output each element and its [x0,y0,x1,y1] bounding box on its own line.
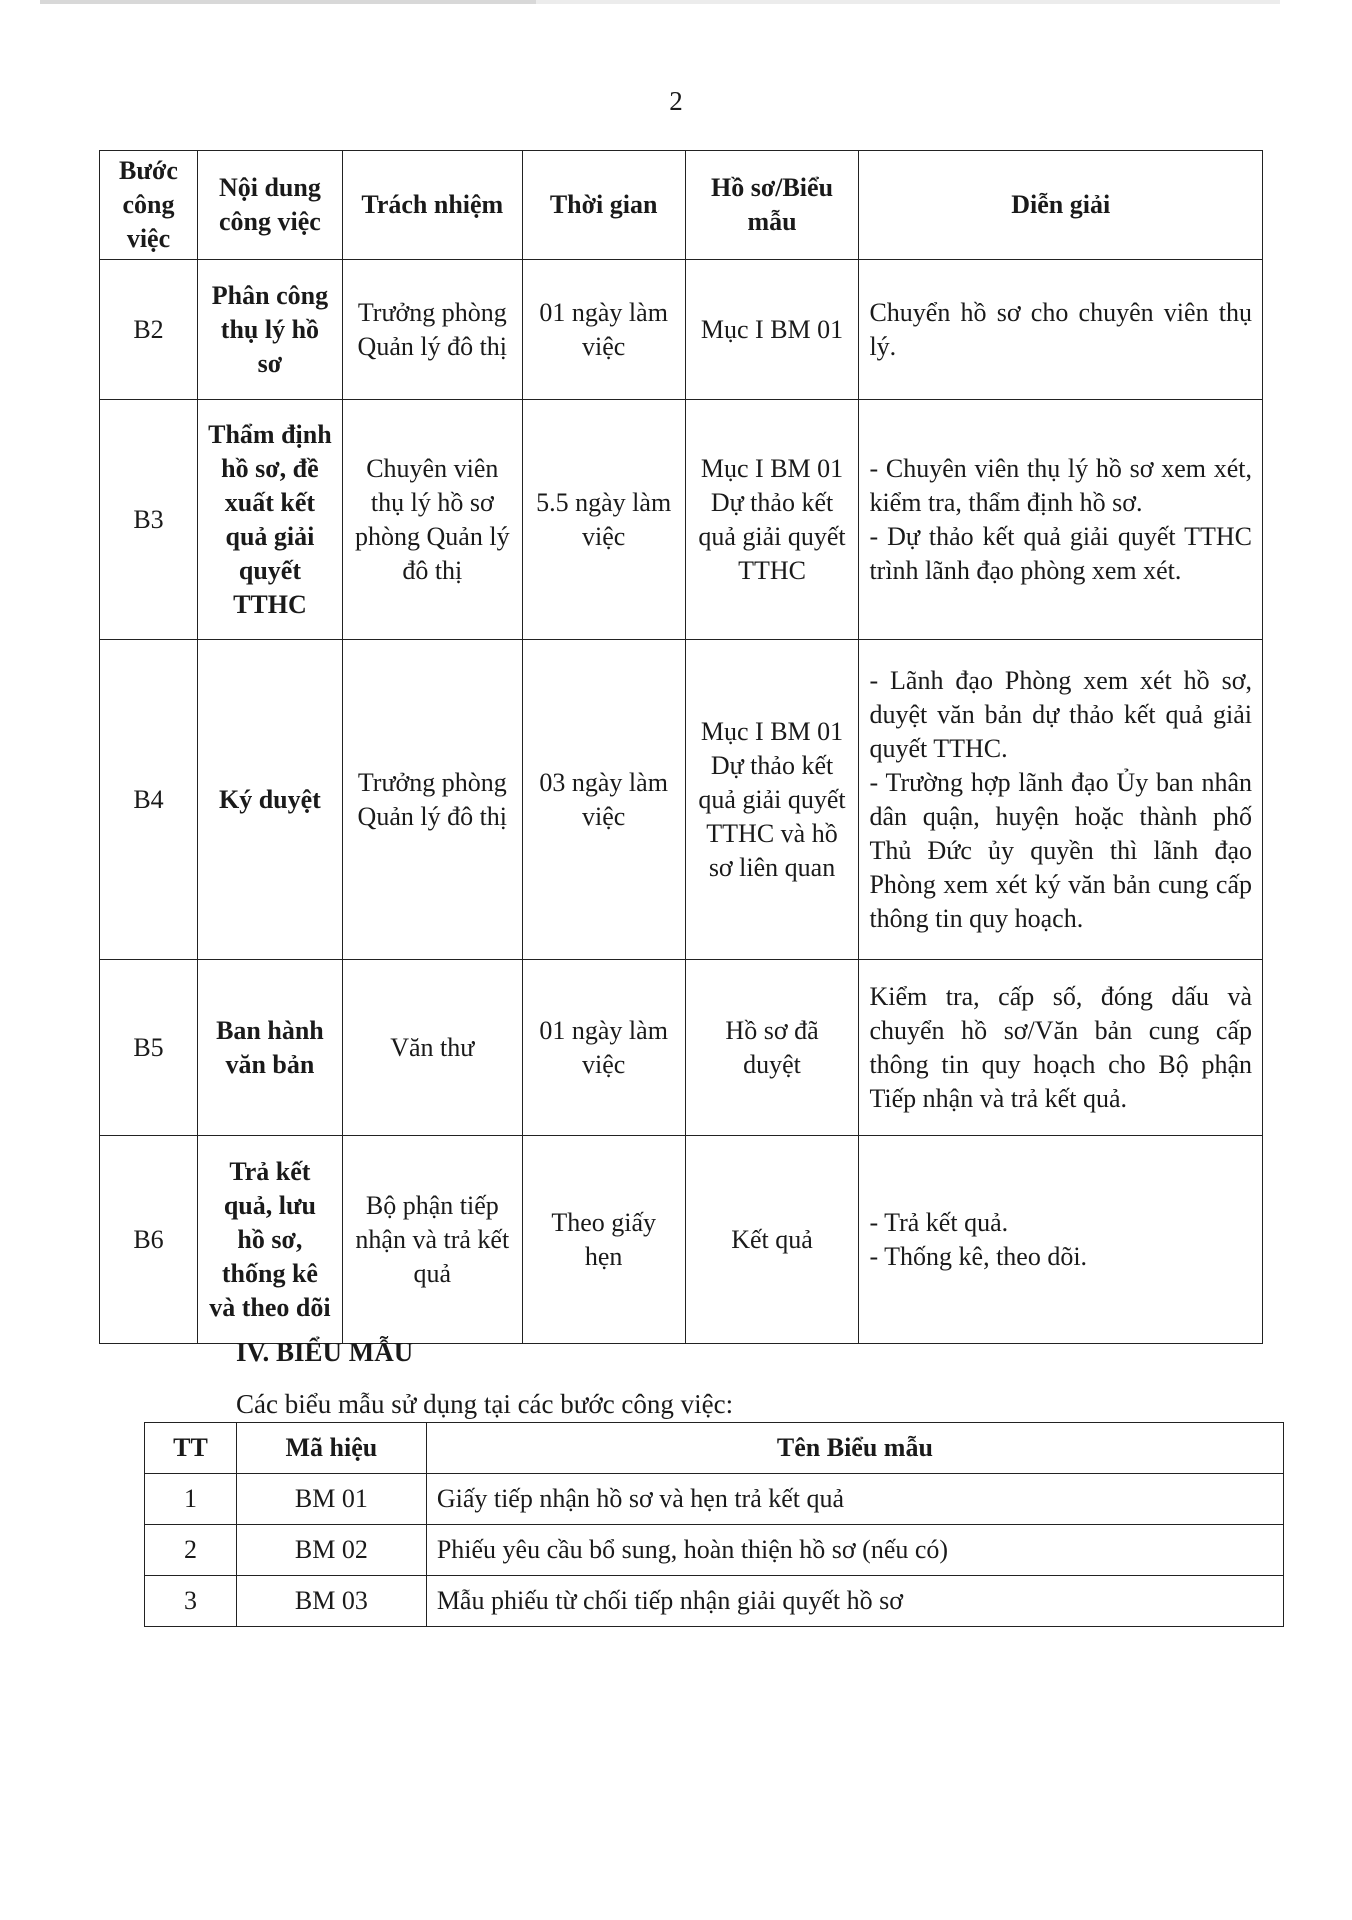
header-time: Thời gian [522,151,685,260]
time-cell: Theo giấy hẹn [522,1136,685,1344]
form-name-cell: Giấy tiếp nhận hồ sơ và hẹn trả kết quả [426,1474,1283,1525]
header-code: Mã hiệu [236,1423,426,1474]
table-row [100,1136,1263,1344]
responsibility-cell: Trưởng phòng Quản lý đô thị [342,640,522,960]
process-header-row [100,151,1263,260]
page-number: 2 [669,86,683,116]
forms-cell: Mục I BM 01 Dự thảo kết quả giải quyết TTHC và hồ sơ liên quan [685,640,859,960]
explanation-cell [859,640,1263,960]
code-cell: BM 03 [236,1576,426,1627]
table-row [145,1474,1284,1525]
explanation-cell [859,260,1263,400]
content-cell: Ký duyệt [197,640,342,960]
step-cell: B4 [100,640,198,960]
step-cell: B5 [100,960,198,1136]
responsibility-cell: Trưởng phòng Quản lý đô thị [342,260,522,400]
responsibility-cell: Bộ phận tiếp nhận và trả kết quả [342,1136,522,1344]
forms-table [144,1422,1284,1627]
explanation-line: - Chuyên viên thụ lý hồ sơ xem xét, kiểm tra, thẩm định hồ sơ. [869,453,1252,517]
form-name-cell: Mẫu phiếu từ chối tiếp nhận giải quyết hồ sơ [426,1576,1283,1627]
explanation-line: - Lãnh đạo Phòng xem xét hồ sơ, duyệt văn bản dự thảo kết quả giải quyết TTHC. [869,665,1252,763]
explanation-line: - Trường hợp lãnh đạo Ủy ban nhân dân quận, huyện hoặc thành phố Thủ Đức ủy quyền thì lãnh đạo Phòng xem xét ký văn bản cung cấp thông tin quy hoạch. [869,767,1252,933]
explanation-cell [859,400,1263,640]
forms-cell: Hồ sơ đã duyệt [685,960,859,1136]
content-cell: Thẩm định hồ sơ, đề xuất kết quả giải quyết TTHC [197,400,342,640]
scan-edge [40,0,1280,4]
header-forms: Hồ sơ/Biểu mẫu [685,151,859,260]
explanation-line: - Thống kê, theo dõi. [869,1241,1088,1271]
explanation-cell [859,960,1263,1136]
time-cell: 01 ngày làm việc [522,960,685,1136]
content-cell: Trả kết quả, lưu hồ sơ, thống kê và theo dõi [197,1136,342,1344]
explanation-line: Kiểm tra, cấp số, đóng dấu và chuyển hồ sơ/Văn bản cung cấp thông tin quy hoạch cho Bộ phận Tiếp nhận và trả kết quả. [869,981,1252,1113]
header-content: Nội dung công việc [197,151,342,260]
header-tt: TT [145,1423,237,1474]
code-cell: BM 01 [236,1474,426,1525]
forms-cell: Mục I BM 01 Dự thảo kết quả giải quyết TTHC [685,400,859,640]
tt-cell: 3 [145,1576,237,1627]
time-cell: 03 ngày làm việc [522,640,685,960]
code-cell: BM 02 [236,1525,426,1576]
section-title: IV. BIỂU MẪU [236,1337,414,1367]
responsibility-cell: Văn thư [342,960,522,1136]
header-responsibility: Trách nhiệm [342,151,522,260]
content-cell: Phân công thụ lý hồ sơ [197,260,342,400]
table-row [100,960,1263,1136]
explanation-line: Chuyển hồ sơ cho chuyên viên thụ lý. [869,297,1252,361]
forms-header-row [145,1423,1284,1474]
header-explanation: Diễn giải [859,151,1263,260]
forms-cell: Kết quả [685,1136,859,1344]
table-row [145,1525,1284,1576]
time-cell: 01 ngày làm việc [522,260,685,400]
step-cell: B6 [100,1136,198,1344]
time-cell: 5.5 ngày làm việc [522,400,685,640]
header-form-name: Tên Biểu mẫu [426,1423,1283,1474]
table-row [100,260,1263,400]
step-cell: B3 [100,400,198,640]
explanation-line: - Trả kết quả. [869,1207,1009,1237]
table-row [145,1576,1284,1627]
explanation-cell [859,1136,1263,1344]
header-step: Bước công việc [100,151,198,260]
tt-cell: 1 [145,1474,237,1525]
responsibility-cell: Chuyên viên thụ lý hồ sơ phòng Quản lý đô thị [342,400,522,640]
section-intro: Các biểu mẫu sử dụng tại các bước công việc: [236,1389,734,1419]
tt-cell: 2 [145,1525,237,1576]
explanation-line: - Dự thảo kết quả giải quyết TTHC trình lãnh đạo phòng xem xét. [869,521,1252,585]
table-row [100,400,1263,640]
process-table [99,150,1263,1344]
form-name-cell: Phiếu yêu cầu bổ sung, hoàn thiện hồ sơ (nếu có) [426,1525,1283,1576]
step-cell: B2 [100,260,198,400]
forms-cell: Mục I BM 01 [685,260,859,400]
content-cell: Ban hành văn bản [197,960,342,1136]
table-row [100,640,1263,960]
